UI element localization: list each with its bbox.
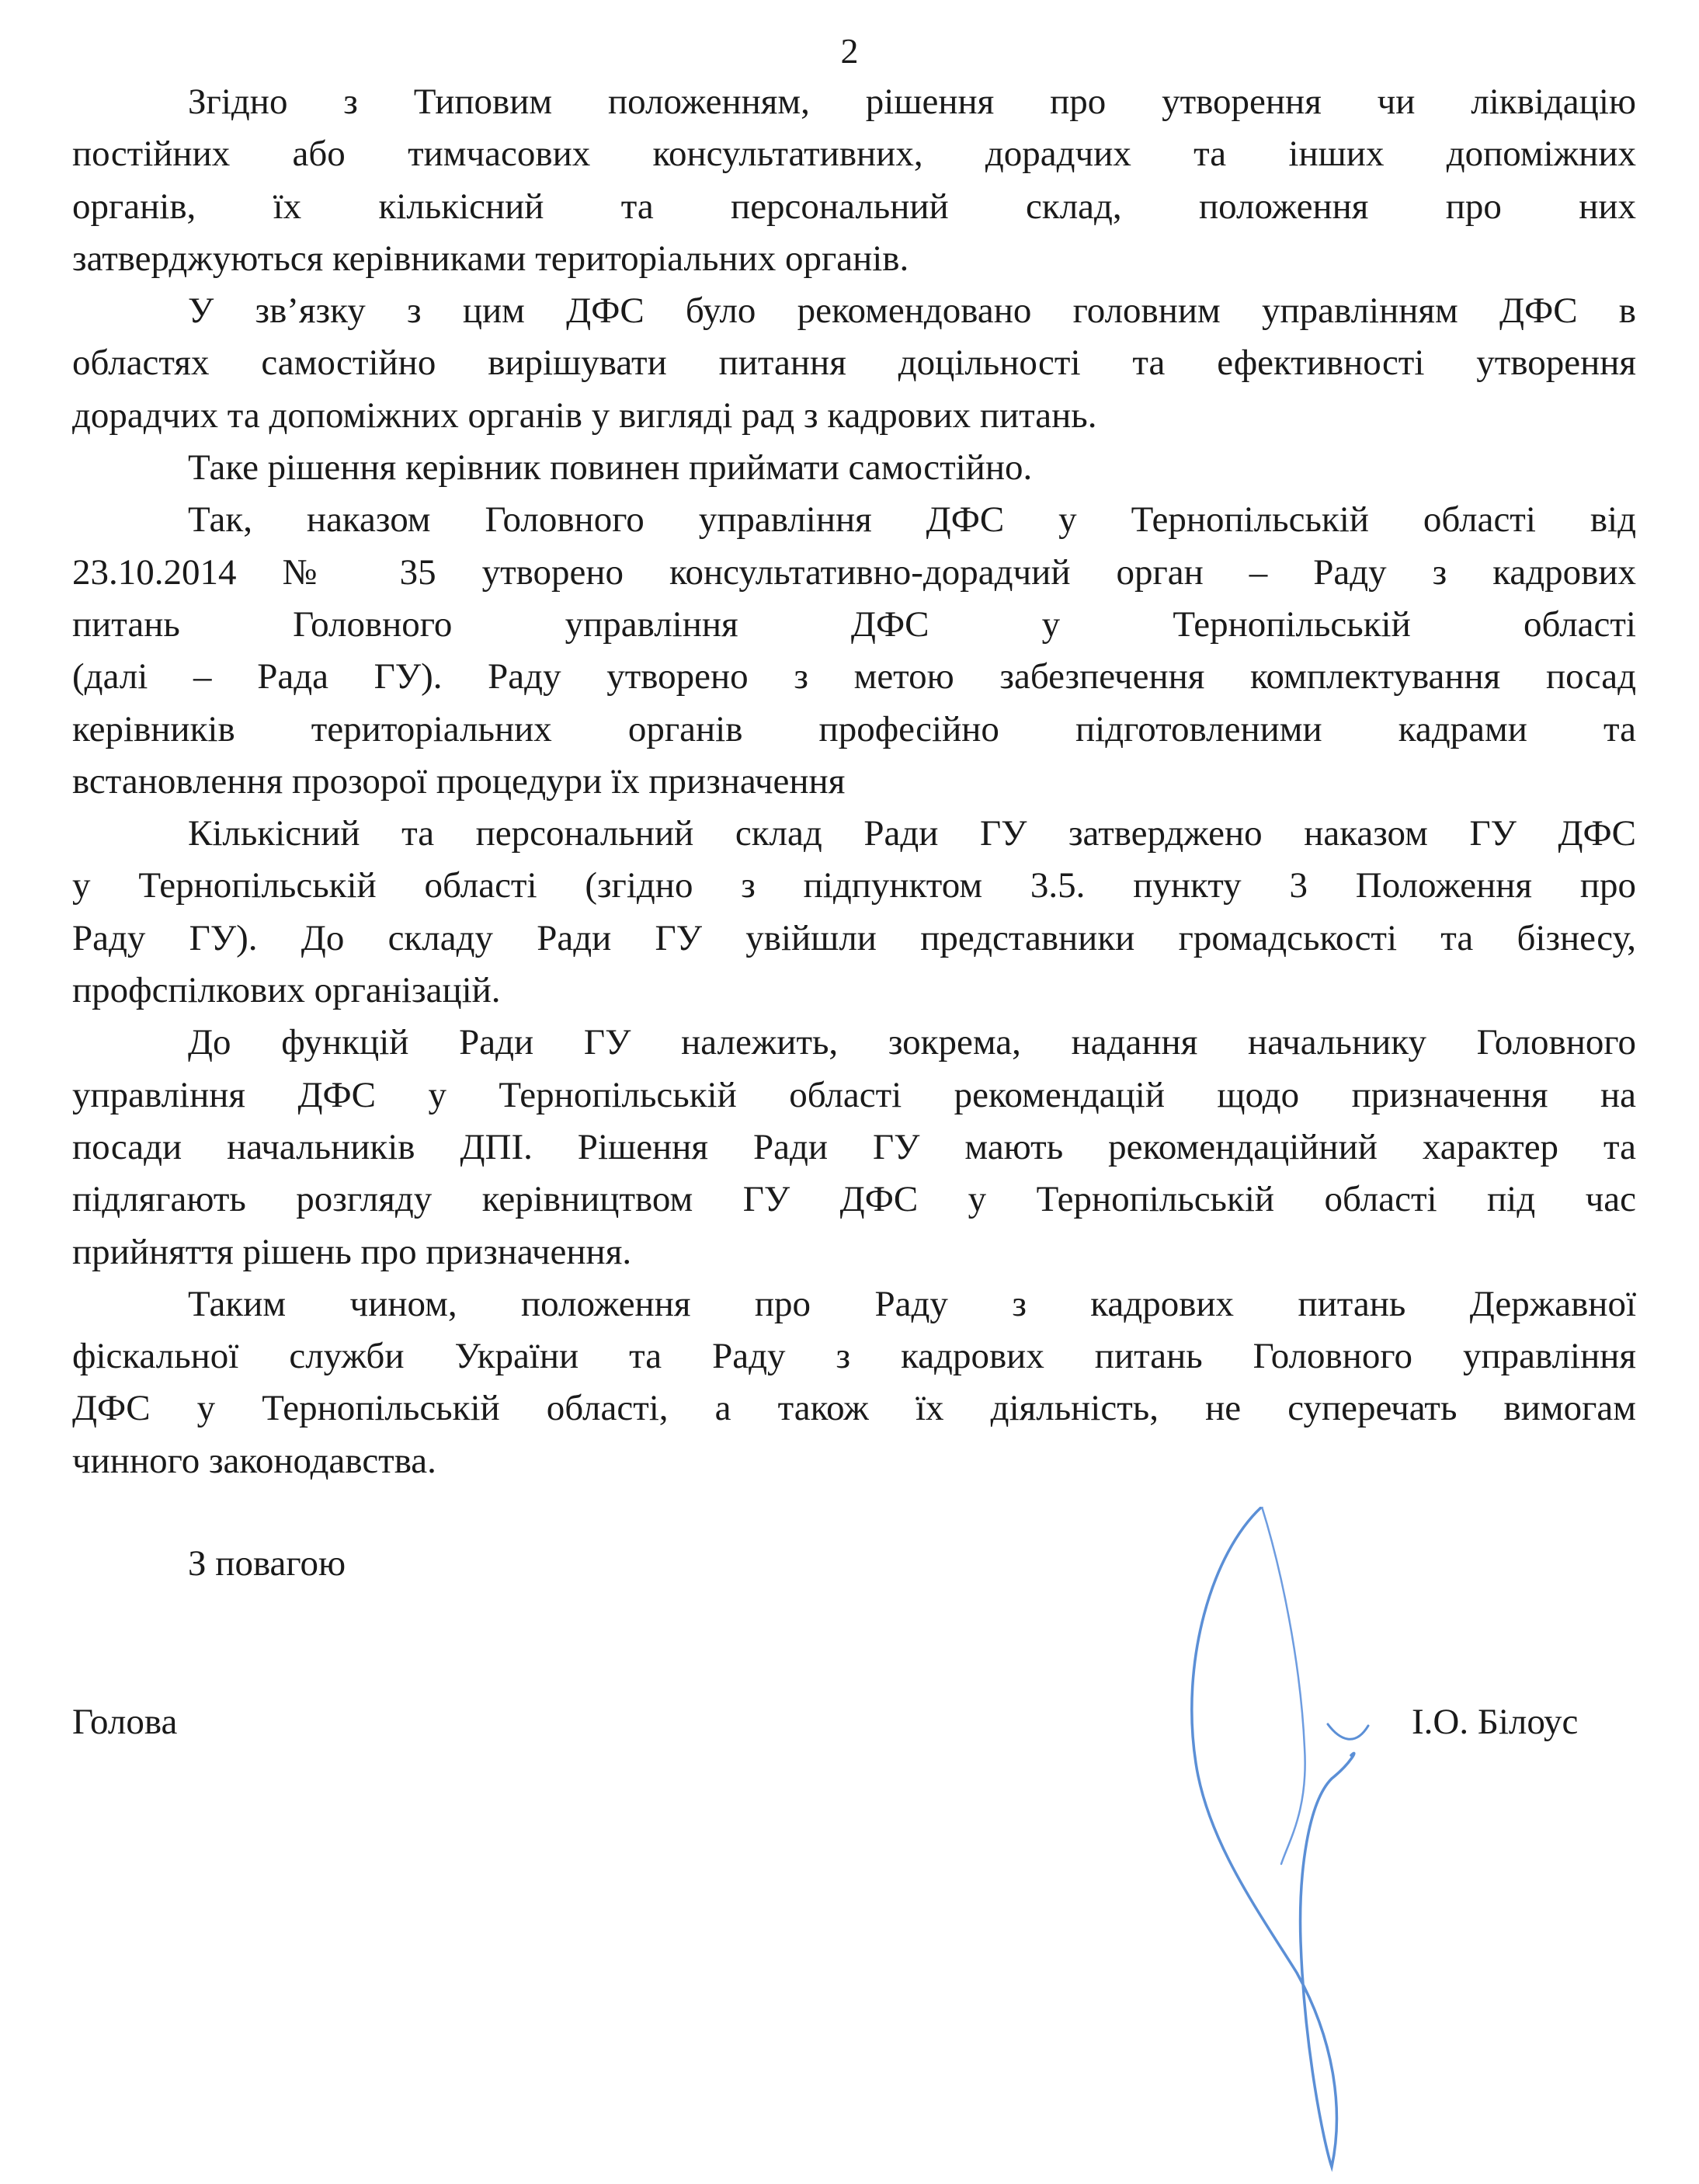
closing-salutation: З повагою [188, 1543, 346, 1584]
signatory-position: Голова [72, 1702, 178, 1742]
text-line: прийняття рішень про призначення. [72, 1231, 632, 1272]
text-line: посади начальників ДПІ. Рішення Ради ГУ мають рекомендаційний характер та [72, 1126, 1636, 1167]
text-line: підлягають розгляду керівництвом ГУ ДФС у Тернопільській області під час [72, 1179, 1636, 1220]
text-line: керівників територіальних органів професійно підготовленими кадрами та [72, 708, 1636, 749]
text-line: встановлення прозорої процедури їх призначення [72, 760, 846, 802]
text-line: профспілкових організацій. [72, 970, 501, 1011]
text-line: у Тернопільській області (згідно з підпунктом 3.5. пункту 3 Положення про [72, 865, 1636, 906]
text-line: Таке рішення керівник повинен приймати самостійно. [188, 447, 1033, 489]
paragraph [72, 442, 1636, 494]
text-line: У зв’язку з цим ДФС було рекомендовано головним управлінням ДФС в [188, 290, 1636, 332]
text-line: управління ДФС у Тернопільській області рекомендацій щодо призначення на [72, 1074, 1636, 1115]
text-line: фіскальної служби України та Раду з кадрових питань Головного управління [72, 1336, 1636, 1377]
text-line: Раду ГУ). До складу Ради ГУ увійшли представники громадськості та бізнесу, [72, 917, 1636, 958]
text-line: Кількісний та персональний склад Ради ГУ затверджено наказом ГУ ДФС [188, 813, 1636, 854]
text-line: До функцій Ради ГУ належить, зокрема, надання начальнику Головного [188, 1022, 1636, 1063]
signatory-name: І.О. Білоус [1412, 1702, 1579, 1742]
paragraph [72, 1017, 1636, 1278]
text-line: затверджуються керівниками територіальних органів. [72, 238, 909, 279]
handwritten-signature [1165, 1507, 1491, 2175]
signature-stroke [1328, 1724, 1368, 1739]
text-line: постійних або тимчасових консультативних, дорадчих та інших допоміжних [72, 134, 1636, 175]
page-number: 2 [840, 31, 859, 71]
signature-stroke [1262, 1507, 1305, 1864]
text-line: питань Головного управління ДФС у Тернопільській області [72, 603, 1636, 645]
text-line: областях самостійно вирішувати питання доцільності та ефективності утворення [72, 343, 1636, 384]
paragraph [72, 76, 1636, 285]
text-line: чинного законодавства. [72, 1440, 436, 1481]
paragraph [72, 1278, 1636, 1487]
text-line: Так, наказом Головного управління ДФС у Тернопільській області від [188, 499, 1636, 541]
paragraph [72, 285, 1636, 442]
text-line: 23.10.2014 № 35 утворено консультативно-дорадчий орган – Раду з кадрових [72, 551, 1636, 593]
text-line: (далі – Рада ГУ). Раду утворено з метою забезпечення комплектування посад [72, 656, 1636, 697]
text-line: Таким чином, положення про Раду з кадрових питань Державної [188, 1283, 1636, 1324]
signature-stroke [1192, 1507, 1354, 2167]
paragraph [72, 494, 1636, 808]
text-line: ДФС у Тернопільській області, а також їх діяльність, не суперечать вимогам [72, 1388, 1636, 1429]
paragraph [72, 808, 1636, 1017]
text-line: Згідно з Типовим положенням, рішення про утворення чи ліквідацію [188, 82, 1636, 122]
letter-body [72, 76, 1636, 1487]
text-line: дорадчих та допоміжних органів у вигляді рад з кадрових питань. [72, 395, 1097, 436]
text-line: органів, їх кількісний та персональний склад, положення про них [72, 186, 1636, 227]
